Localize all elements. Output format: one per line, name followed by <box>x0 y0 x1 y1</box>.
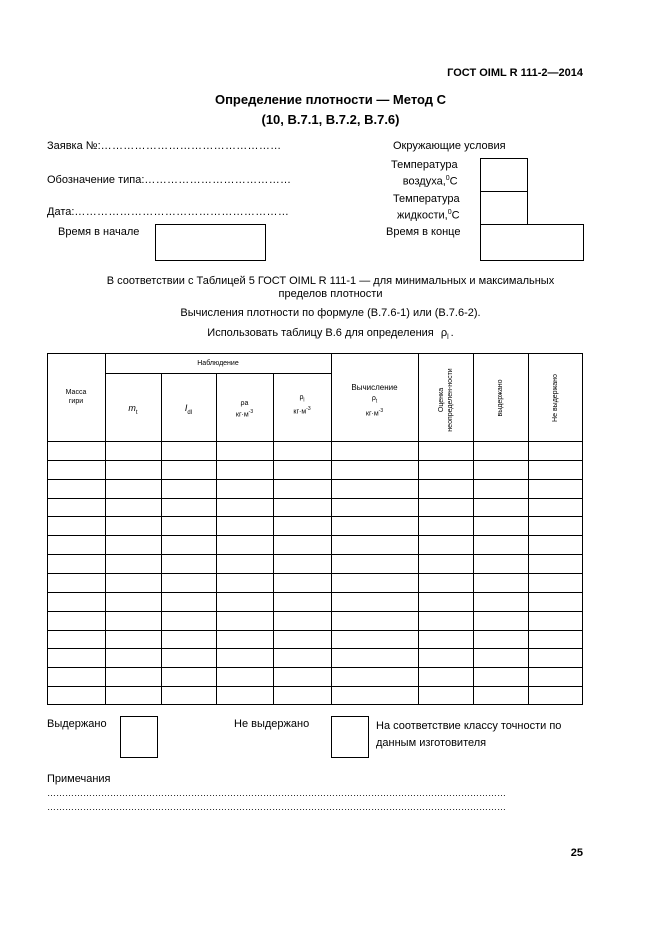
end-time-box[interactable] <box>480 224 584 261</box>
idl-symbol: I <box>184 403 188 413</box>
mt-symbol: m <box>128 403 136 413</box>
failed-label: Не выдержано <box>234 718 310 730</box>
rho-t-unit <box>331 407 418 418</box>
uncertainty-line1: Оценка <box>438 387 445 413</box>
rho-symbol: ρ <box>440 327 448 339</box>
calc-header <box>331 382 418 419</box>
rho-a-header <box>216 399 273 419</box>
table-row-line <box>47 554 583 555</box>
rho-t-rho: ρ <box>371 395 376 402</box>
liquid-temp-word: жидкости, <box>397 209 448 222</box>
air-temp-line2 <box>391 172 458 189</box>
celsius-symbol: С <box>451 209 460 222</box>
rho-l-sub: l <box>303 397 305 404</box>
uncertainty-line2: неопределен-ности <box>447 368 454 432</box>
rho-sub: l <box>447 334 449 342</box>
rho-t-unit-text: кг·м <box>365 410 379 418</box>
instruction-line1: В соответствии с Таблицей 5 ГОСТ OIML R 111-1 — для минимальных и максимальных <box>106 275 555 287</box>
notes-dots-2[interactable]: ……………………………………………………………………………………………………………………………………… <box>47 802 506 812</box>
col-line-7 <box>473 353 474 705</box>
application-label: Заявка №: <box>47 140 101 152</box>
uncertainty-header <box>437 359 455 441</box>
failed-box[interactable] <box>331 716 369 758</box>
rho-l-rho: ρ <box>299 394 304 401</box>
degree-sup: 0 <box>445 175 450 182</box>
rho-l-unit <box>273 405 331 416</box>
rho-l-unit-exp: -3 <box>306 406 311 413</box>
standard-header: ГОСТ OIML R 111-2—2014 <box>447 67 583 79</box>
notes-dots-1[interactable]: ……………………………………………………………………………………………………………………………………… <box>47 788 506 798</box>
air-temp-label <box>391 159 458 189</box>
table-row-line <box>47 648 583 649</box>
table-row-line <box>47 498 583 499</box>
date-dots[interactable]: ………………………………………………… <box>74 206 290 218</box>
table-row-line <box>47 535 583 536</box>
air-temp-box[interactable] <box>480 158 528 192</box>
manufacturer-line1: На соответствие классу точности по <box>376 720 562 732</box>
table-row-line <box>47 573 583 574</box>
date-label: Дата: <box>47 206 75 218</box>
notes-label: Примечания <box>47 773 111 785</box>
rho-l-header <box>273 393 331 417</box>
instruction-line4-text: Использовать таблицу В.6 для определения <box>207 327 434 339</box>
observation-header: Наблюдение <box>197 360 239 367</box>
air-temp-word: воздуха, <box>402 175 446 188</box>
table-row-line <box>47 516 583 517</box>
table-row-line <box>47 667 583 668</box>
manufacturer-line2: данным изготовителя <box>376 737 487 749</box>
type-label: Обозначение типа: <box>47 174 145 186</box>
liquid-temp-line2 <box>391 206 460 223</box>
table-row-line <box>47 686 583 687</box>
passed-header: выдержано <box>497 379 504 417</box>
air-temp-line1: Температура <box>391 159 458 171</box>
table-row-line <box>47 460 583 461</box>
instruction-line2: пределов плотности <box>278 288 383 300</box>
table-row-line <box>47 611 583 612</box>
col-line-8 <box>528 353 529 705</box>
rho-a-unit-exp: -3 <box>248 409 254 415</box>
density-table <box>47 353 583 705</box>
liquid-temp-box[interactable] <box>480 191 528 225</box>
period: . <box>450 327 454 339</box>
page-title: Определение плотности — Метод С <box>214 92 447 107</box>
application-dots[interactable]: ………………………………………… <box>100 140 282 152</box>
liquid-temp-line1: Температура <box>392 193 460 205</box>
type-field <box>47 174 291 186</box>
col-line-2 <box>161 373 162 705</box>
rho-a-symbol <box>216 399 273 408</box>
table-row-line <box>47 479 583 480</box>
manufacturer-label <box>376 718 561 752</box>
rho-a-rho: ρ <box>240 400 245 407</box>
passed-box[interactable] <box>120 716 158 758</box>
rho-l-symbol <box>273 393 331 405</box>
celsius-symbol: С <box>449 175 458 188</box>
observation-divider <box>105 373 331 374</box>
page-subtitle: (10, В.7.1, В.7.2, В.7.6) <box>261 112 400 127</box>
table-row-line <box>47 630 583 631</box>
start-time-box[interactable] <box>155 224 266 261</box>
type-dots[interactable]: ………………………………… <box>144 174 292 186</box>
instruction-line3: Вычисления плотности по формуле (В.7.6-1) или (В.7.6-2). <box>180 307 481 319</box>
rho-a-unit-text: кг·м <box>235 411 249 419</box>
liquid-temp-label <box>391 193 460 223</box>
header-bottom <box>47 441 583 442</box>
date-field <box>47 206 289 218</box>
col-line-3 <box>216 373 217 705</box>
instruction-line4 <box>0 327 661 341</box>
mass-header <box>47 388 105 406</box>
rho-l-unit-text: кг·м <box>293 408 307 416</box>
col-line-4 <box>273 373 274 705</box>
calc-label: Вычисление <box>351 383 398 392</box>
failed-header: Не выдержано <box>552 374 559 422</box>
rho-t-unit-exp: -3 <box>378 408 384 415</box>
page-number: 25 <box>570 847 583 859</box>
idl-header <box>161 403 216 416</box>
col-line-6 <box>418 353 419 705</box>
environment-heading: Окружающие условия <box>393 140 506 152</box>
table-row-line <box>47 592 583 593</box>
idl-sub: dl <box>187 409 193 416</box>
start-time-label: Время в начале <box>58 226 140 238</box>
degree-sup: 0 <box>447 209 452 216</box>
mass-line2: гири <box>68 398 84 405</box>
passed-label: Выдержано <box>47 718 107 730</box>
rho-a-unit <box>216 408 273 419</box>
end-time-label: Время в конце <box>386 226 461 238</box>
mass-line1: Масса <box>65 389 87 396</box>
rho-t-sub: t <box>375 398 378 405</box>
rho-a-sub: a <box>244 400 249 407</box>
rho-t-symbol <box>331 393 418 407</box>
mt-header <box>105 403 161 416</box>
application-field <box>47 140 281 152</box>
mt-sub: t <box>135 409 138 416</box>
